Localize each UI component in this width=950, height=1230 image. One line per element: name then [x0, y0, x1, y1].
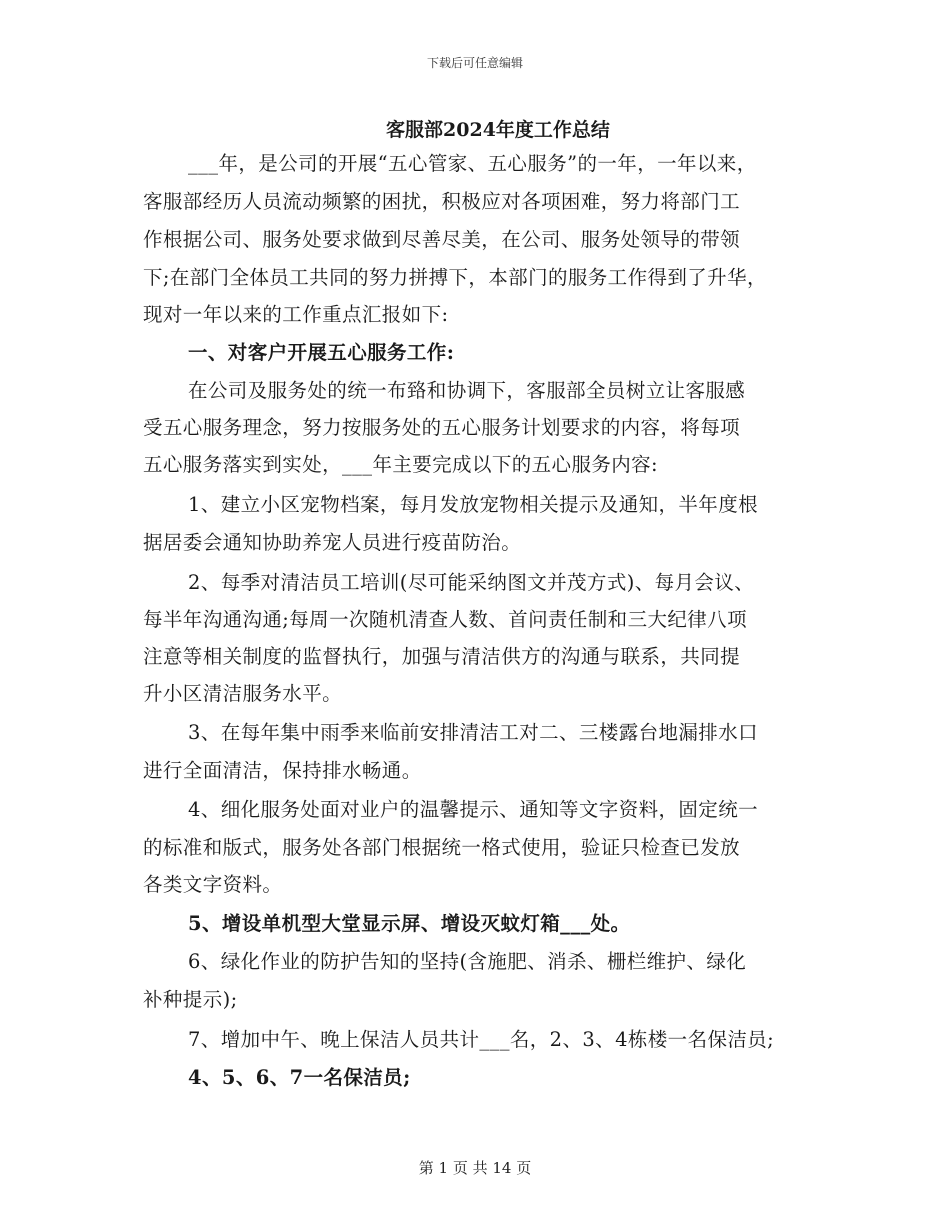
- body-line: 五心服务落实到实处，___年主要完成以下的五心服务内容:: [143, 453, 659, 476]
- body-line: 现对一年以来的工作重点汇报如下:: [143, 303, 449, 326]
- body-line: 补种提示);: [143, 988, 238, 1011]
- body-line: 作根据公司、服务处要求做到尽善尽美，在公司、服务处领导的带领: [143, 228, 741, 251]
- list-item-3: 3、在每年集中雨季来临前安排清洁工对二、三楼露台地漏排水口: [188, 721, 759, 744]
- body-line: 注意等相关制度的监督执行，加强与清洁供方的沟通与联系，共同提: [143, 645, 741, 668]
- list-item-5: 5、增设单机型大堂显示屏、增设灭蚊灯箱___处。: [188, 912, 631, 935]
- page-header-note: 下载后可任意编辑: [426, 56, 523, 70]
- list-item-4: 4、细化服务处面对业户的温馨提示、通知等文字资料，固定统一: [188, 798, 759, 821]
- list-item-7: 7、增加中午、晚上保洁人员共计___名，2、3、4栋楼一名保洁员;: [188, 1028, 775, 1051]
- body-line: 每半年沟通沟通;每周一次随机清查人数、首问责任制和三大纪律八项: [143, 608, 747, 631]
- body-line: 下;在部门全体员工共同的努力拼搏下，本部门的服务工作得到了升华，: [143, 266, 767, 289]
- body-line: 的标准和版式，服务处各部门根据统一格式使用，验证只检查已发放: [143, 836, 741, 859]
- body-line: 各类文字资料。: [143, 873, 283, 896]
- body-line: 4、5、6、7一名保洁员;: [188, 1066, 411, 1089]
- body-line: 在公司及服务处的统一布臵和协调下，客服部全员树立让客服感: [188, 379, 746, 402]
- list-item-1: 1、建立小区宠物档案，每月发放宠物相关提示及通知，半年度根: [188, 493, 759, 516]
- body-line: ___年，是公司的开展“五心管家、五心服务”的一年，一年以来，: [188, 152, 757, 175]
- document-title: 客服部2024年度工作总结: [386, 119, 610, 141]
- body-line: 进行全面清洁，保持排水畅通。: [143, 759, 422, 782]
- body-line: 客服部经历人员流动频繁的困扰，积极应对各项困难，努力将部门工: [143, 190, 741, 213]
- list-item-6: 6、绿化作业的防护告知的坚持(含施肥、消杀、栅栏维护、绿化: [188, 950, 747, 973]
- body-line: 受五心服务理念，努力按服务处的五心服务计划要求的内容，将每项: [143, 416, 741, 439]
- body-line: 升小区清洁服务水平。: [143, 682, 343, 705]
- list-item-2: 2、每季对清洁员工培训(尽可能采纳图文并茂方式)、每月会议、: [188, 571, 755, 594]
- body-line: 据居委会通知协助养宠人员进行疫苗防治。: [143, 531, 522, 554]
- page-number: 第 1 页 共 14 页: [418, 1159, 532, 1177]
- section-heading: 一、对客户开展五心服务工作:: [188, 341, 455, 364]
